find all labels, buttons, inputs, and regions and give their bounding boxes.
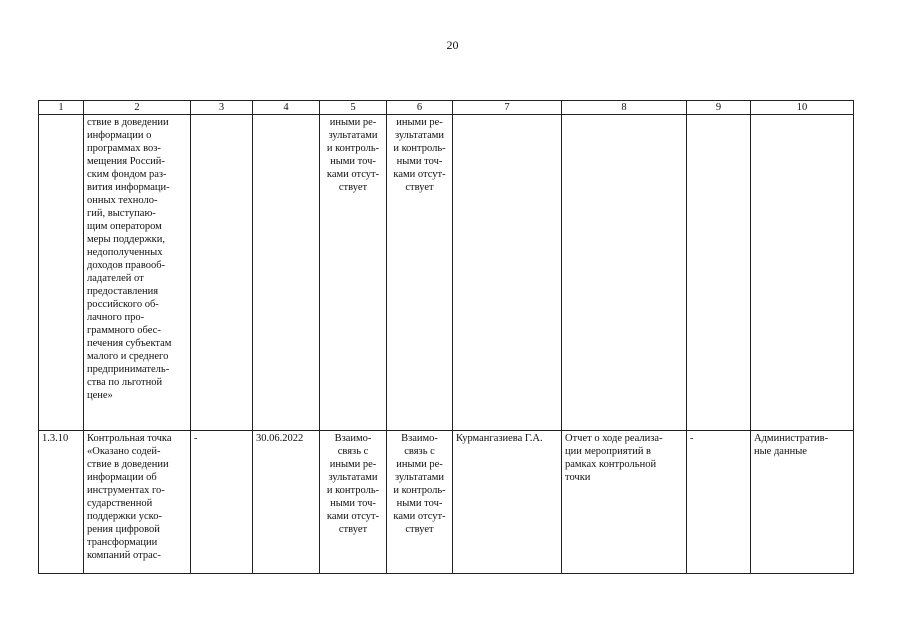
- column-header-2: 2: [84, 101, 191, 115]
- column-header-10: 10: [751, 101, 854, 115]
- cell-date: 30.06.2022: [253, 431, 320, 574]
- cell-description: ствие в доведении информации о программах воз- мещения Россий- ским фондом раз- вития информаци- онных техноло- гий, выступаю- щим оператором меры поддержки, недополученных доходов правооб- ладателей от предоставления российского об- лачного про- граммного обес- печения субъектам малого и среднего предприниматель- ства по льготной цене»: [84, 115, 191, 431]
- column-header-9: 9: [687, 101, 751, 115]
- cell-col3: -: [191, 431, 253, 574]
- column-header-6: 6: [387, 101, 453, 115]
- cell-report: Отчет о ходе реализа- ции мероприятий в рамках контрольной точки: [562, 431, 687, 574]
- page-number: 20: [446, 38, 459, 52]
- cell-col9: [687, 115, 751, 431]
- cell-col9: -: [687, 431, 751, 574]
- table-row-continuation: [39, 115, 854, 431]
- table-row-1-3-10: [39, 431, 854, 574]
- cell-number: [39, 115, 84, 431]
- cell-description: Контрольная точка «Оказано содей- ствие в доведении информации об инструментах го- сударственной поддержки уско- рения цифровой трансформации компаний отрас-: [84, 431, 191, 574]
- cell-source: Административ- ные данные: [751, 431, 854, 574]
- cell-col3: [191, 115, 253, 431]
- column-header-4: 4: [253, 101, 320, 115]
- cell-number: 1.3.10: [39, 431, 84, 574]
- control-points-table: [38, 100, 854, 574]
- column-header-3: 3: [191, 101, 253, 115]
- cell-relation-6: Взаимо- связь с иными ре- зультатами и контроль- ными точ- ками отсут- ствует: [387, 431, 453, 574]
- column-header-8: 8: [562, 101, 687, 115]
- cell-responsible: [453, 115, 562, 431]
- cell-date: [253, 115, 320, 431]
- cell-responsible: Курмангазиева Г.А.: [453, 431, 562, 574]
- header-row: [39, 101, 854, 115]
- cell-report: [562, 115, 687, 431]
- cell-source: [751, 115, 854, 431]
- column-header-5: 5: [320, 101, 387, 115]
- cell-relation-5: Взаимо- связь с иными ре- зультатами и контроль- ными точ- ками отсут- ствует: [320, 431, 387, 574]
- column-header-7: 7: [453, 101, 562, 115]
- cell-relation-5: иными ре- зультатами и контроль- ными точ- ками отсут- ствует: [320, 115, 387, 431]
- cell-relation-6: иными ре- зультатами и контроль- ными точ- ками отсут- ствует: [387, 115, 453, 431]
- column-header-1: 1: [39, 101, 84, 115]
